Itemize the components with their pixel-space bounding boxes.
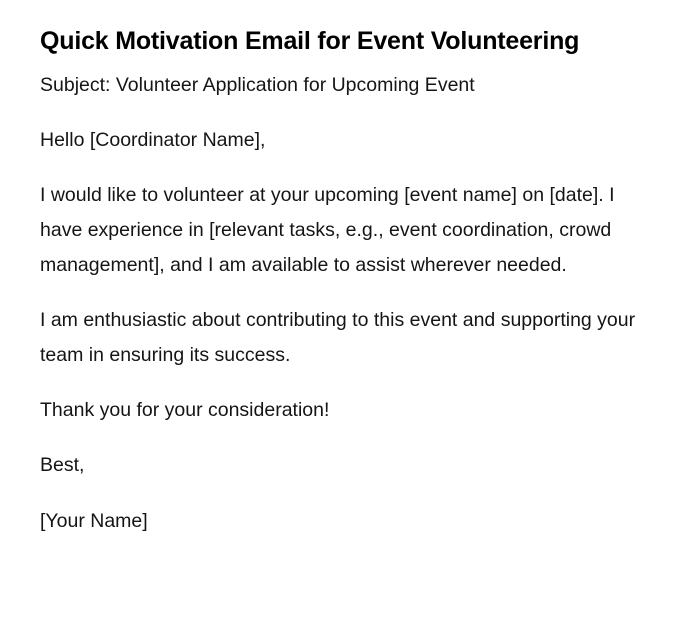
email-document [40, 24, 652, 539]
email-body-paragraph-2: I am enthusiastic about contributing to this event and supporting your team in ensuring its success. [40, 309, 636, 366]
email-body-paragraph-1: I would like to volunteer at your upcoming [event name] on [date]. I have experience in [relevant tasks, e.g., event coordination, crowd management], and I am available to assist wherever needed. [40, 184, 615, 276]
email-subject-line: Subject: Volunteer Application for Upcoming Event [40, 74, 475, 96]
email-greeting: Hello [Coordinator Name], [40, 129, 266, 151]
email-thanks-line: Thank you for your consideration! [40, 399, 330, 421]
email-closing: Best, [40, 454, 85, 476]
email-signature: [Your Name] [40, 510, 148, 532]
document-title: Quick Motivation Email for Event Volunteering [40, 27, 580, 55]
